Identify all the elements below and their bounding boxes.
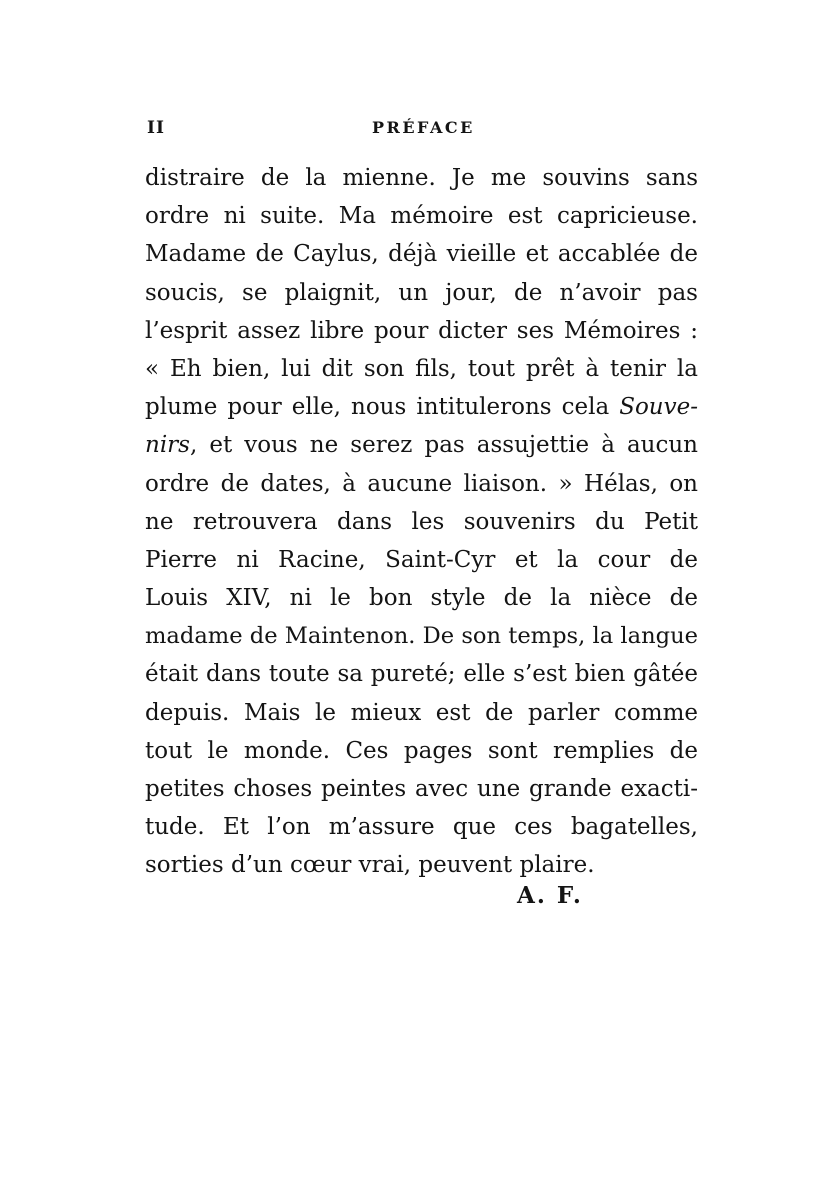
text-line: ne retrouvera dans les souvenirs du Petit [145,508,698,535]
text-line: sorties d’un cœur vrai, peuvent plaire. [145,852,595,879]
text-line: plume pour elle, nous intitulerons cela Souve- [145,394,698,421]
text-line: distraire de la mienne. Je me souvins sans [145,165,698,191]
text-line: « Eh bien, lui dit son fils, tout prêt à tenir la [145,355,698,382]
preface-paragraph [145,159,698,885]
text-line: était dans toute sa pureté; elle s’est bien gâtée [145,661,698,688]
text-line: depuis. Mais le mieux est de parler comme [145,699,698,726]
page-number: II [147,118,165,138]
text-line: madame de Maintenon. De son temps, la langue [145,623,698,650]
text-line: l’esprit assez libre pour dicter ses Mémoires : [145,317,698,344]
text-line: ordre de dates, à aucune liaison. » Hélas, on [145,470,698,497]
running-title: PRÉFACE [372,118,475,137]
text-line: Madame de Caylus, déjà vieille et accablée de [145,241,698,268]
text-line: ordre ni suite. Ma mémoire est capricieuse. [145,203,698,230]
author-signature: A. F. [517,882,583,909]
text-line: tout le monde. Ces pages sont remplies de [145,737,698,764]
text-line: soucis, se plaignit, un jour, de n’avoir pas [145,279,698,306]
text-line: petites choses peintes avec une grande exacti- [145,776,698,802]
italic-title-fragment: nirs [145,432,190,459]
italic-title-fragment: Souve- [619,394,698,421]
text-line: nirs, et vous ne serez pas assujettie à aucun [145,432,698,459]
text-line: Louis XIV, ni le bon style de la nièce de [145,585,698,612]
text-line: Pierre ni Racine, Saint-Cyr et la cour de [145,546,698,573]
text-line: tude. Et l’on m’assure que ces bagatelles, [145,814,698,841]
